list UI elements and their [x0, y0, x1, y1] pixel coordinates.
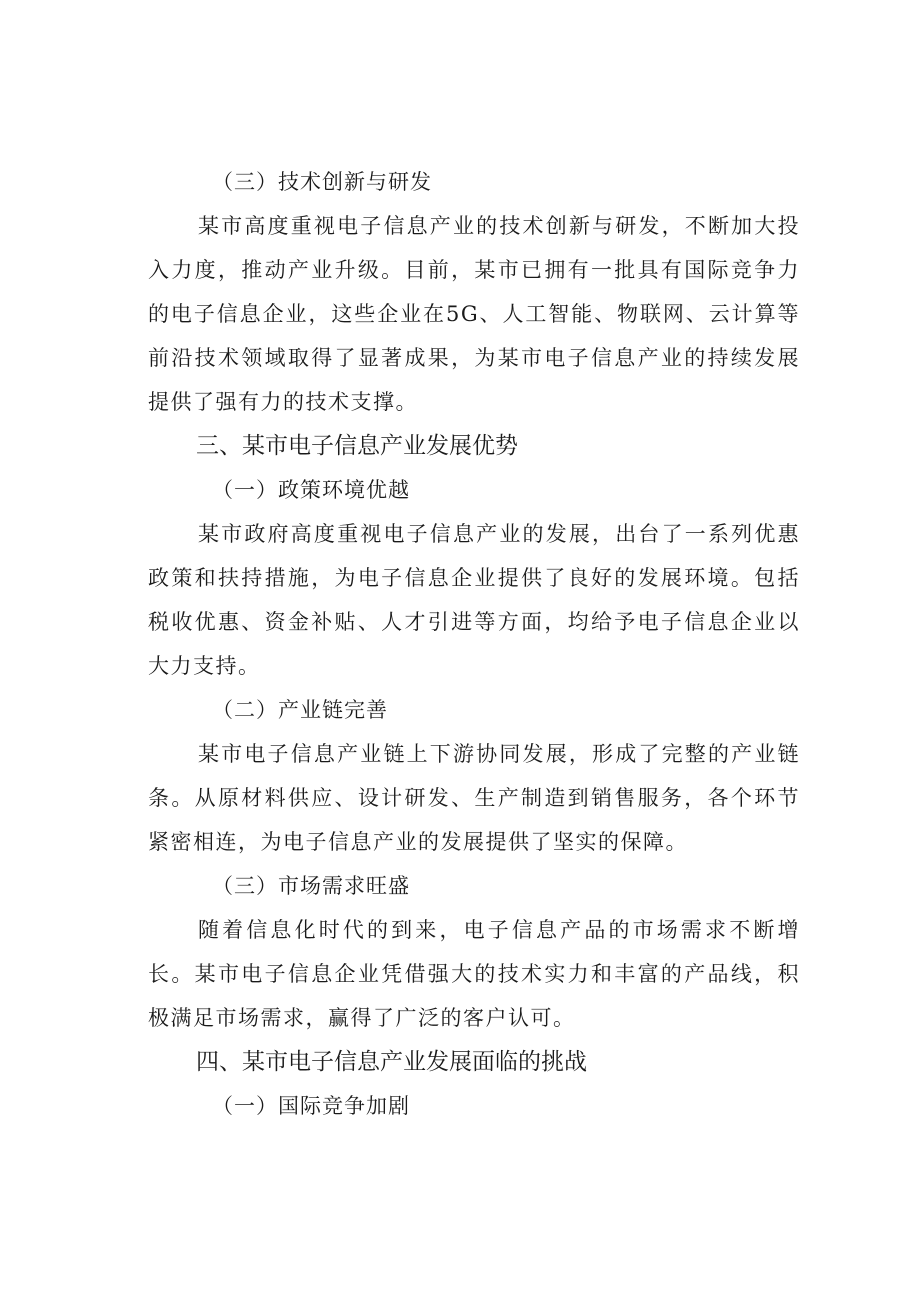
section-heading-challenges: 四、某市电子信息产业发展面临的挑战: [196, 1049, 587, 1075]
subheading-industry-chain: （二）产业链完善: [212, 698, 388, 722]
section-heading-advantages: 三、某市电子信息产业发展优势: [196, 433, 518, 459]
subheading-market-demand: （三）市场需求旺盛: [212, 874, 410, 898]
paragraph-policy: 某市政府高度重视电子信息产业的发展，出台了一系列优惠政策和扶持措施，为电子信息企业提供了良好的发展环境。包括税收优惠、资金补贴、人才引进等方面，均给予电子信息企业以大力支持。: [148, 522, 800, 678]
paragraph-industry-chain: 某市电子信息产业链上下游协同发展，形成了完整的产业链条。从原材料供应、设计研发、生产制造到销售服务，各个环节紧密相连，为电子信息产业的发展提供了坚实的保障。: [148, 742, 800, 854]
subheading-policy: （一）政策环境优越: [212, 478, 410, 502]
subheading-tech-innovation: （三）技术创新与研发: [212, 170, 432, 194]
paragraph-tech-innovation: 某市高度重视电子信息产业的技术创新与研发，不断加大投入力度，推动产业升级。目前，某市已拥有一批具有国际竞争力的电子信息企业，这些企业在5G、人工智能、物联网、云计算等前沿技术领域取得了显著成果，为某市电子信息产业的持续发展提供了强有力的技术支撑。: [148, 214, 800, 414]
paragraph-market-demand: 随着信息化时代的到来，电子信息产品的市场需求不断增长。某市电子信息企业凭借强大的技术实力和丰富的产品线，积极满足市场需求，赢得了广泛的客户认可。: [148, 918, 800, 1030]
document-page: [148, 160, 800, 1128]
subheading-competition: （一）国际竞争加剧: [212, 1094, 410, 1118]
